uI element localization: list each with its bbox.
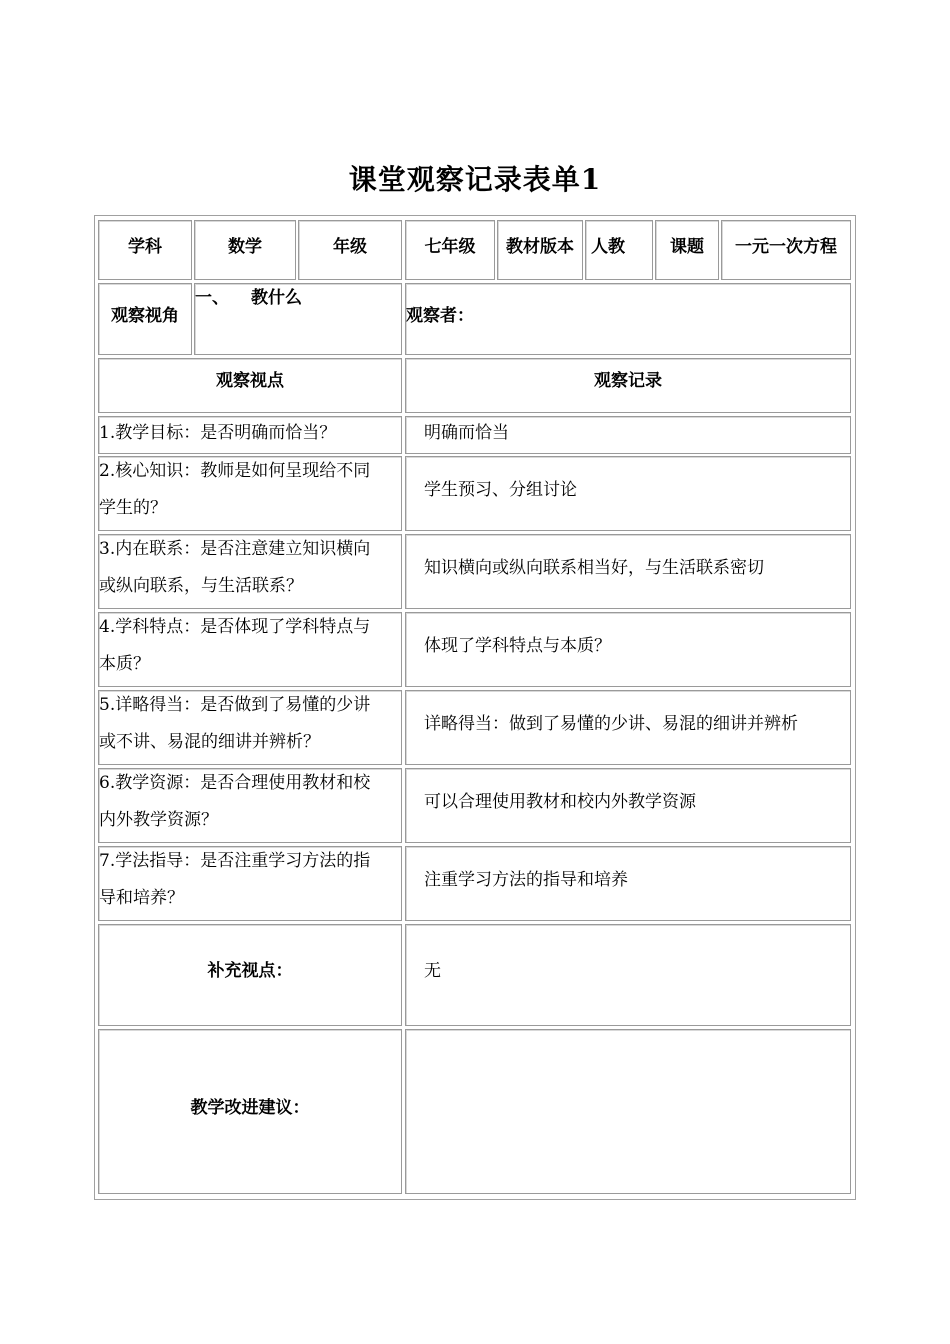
grade-label-cell (298, 220, 402, 280)
perspective-label-cell (98, 283, 192, 355)
improvement-label: 教学改进建议： (190, 1098, 310, 1118)
record-text: 详略得当：做到了易懂的少讲、易混的细讲并辨析 (424, 714, 798, 734)
topic-label: 课题 (670, 237, 704, 257)
subject-value: 数学 (228, 237, 262, 257)
point-line-2: 内外教学资源？ (99, 810, 218, 830)
point-line-1: 5.详略得当：是否做到了易懂的少讲 (99, 695, 371, 715)
point-line-2: 本质？ (99, 654, 150, 674)
perspective-value-cell (194, 283, 402, 355)
record-cell-6 (405, 768, 851, 843)
record-cell-3 (405, 534, 851, 609)
point-cell-6 (98, 768, 402, 843)
record-text: 体现了学科特点与本质？ (424, 636, 611, 656)
point-line-1: 7.学法指导：是否注重学习方法的指 (99, 851, 371, 871)
record-cell-1 (405, 416, 851, 454)
point-line-2: 或纵向联系，与生活联系？ (99, 576, 303, 596)
point-line-1: 1.教学目标：是否明确而恰当？ (99, 423, 337, 443)
record-cell-5 (405, 690, 851, 765)
improvement-label-cell (98, 1029, 402, 1194)
improvement-value-cell[interactable] (405, 1029, 851, 1194)
point-cell-3 (98, 534, 402, 609)
topic-label-cell (655, 220, 719, 280)
point-line-2: 学生的？ (99, 498, 167, 518)
point-cell-4 (98, 612, 402, 687)
point-cell-2 (98, 456, 402, 531)
points-header-cell (98, 358, 402, 413)
point-cell-1 (98, 416, 402, 454)
subject-label-cell (98, 220, 192, 280)
record-cell-7 (405, 846, 851, 921)
point-line-1: 6.教学资源：是否合理使用教材和校 (99, 773, 371, 793)
record-cell-4 (405, 612, 851, 687)
points-header: 观察视点 (216, 371, 284, 391)
edition-value-cell (585, 220, 653, 280)
records-header-cell (405, 358, 851, 413)
edition-label-cell (497, 220, 583, 280)
edition-label: 教材版本 (506, 237, 574, 257)
grade-value-cell (405, 220, 495, 280)
record-cell-2 (405, 456, 851, 531)
supplement-value: 无 (424, 961, 441, 981)
perspective-value: 教什么 (251, 288, 302, 308)
observer-label: 观察者： (406, 306, 474, 326)
observer-cell (405, 283, 851, 355)
subject-label: 学科 (128, 237, 162, 257)
record-text: 注重学习方法的指导和培养 (424, 870, 628, 890)
record-text: 可以合理使用教材和校内外教学资源 (424, 792, 696, 812)
topic-value-cell (721, 220, 851, 280)
supplement-value-cell (405, 924, 851, 1026)
grade-value: 七年级 (424, 237, 476, 257)
perspective-number: 一、 (195, 288, 229, 308)
record-text: 知识横向或纵向联系相当好，与生活联系密切 (424, 558, 764, 578)
grade-label: 年级 (333, 237, 367, 257)
point-line-2: 或不讲、易混的细讲并辨析？ (99, 732, 320, 752)
point-cell-7 (98, 846, 402, 921)
supplement-label-cell (98, 924, 402, 1026)
edition-value: 人教 (591, 237, 625, 257)
perspective-label: 观察视角 (111, 306, 179, 326)
page-title: 课堂观察记录表单1 (348, 163, 602, 196)
point-cell-5 (98, 690, 402, 765)
subject-value-cell (194, 220, 296, 280)
record-text: 学生预习、分组讨论 (424, 480, 577, 500)
point-line-1: 2.核心知识：教师是如何呈现给不同 (99, 461, 371, 481)
point-line-2: 导和培养？ (99, 888, 184, 908)
point-line-1: 3.内在联系：是否注意建立知识横向 (99, 539, 371, 559)
supplement-label: 补充视点： (207, 961, 293, 981)
point-line-1: 4.学科特点：是否体现了学科特点与 (99, 617, 371, 637)
topic-value: 一元一次方程 (735, 237, 837, 257)
record-text: 明确而恰当 (424, 423, 509, 443)
records-header: 观察记录 (594, 371, 662, 391)
